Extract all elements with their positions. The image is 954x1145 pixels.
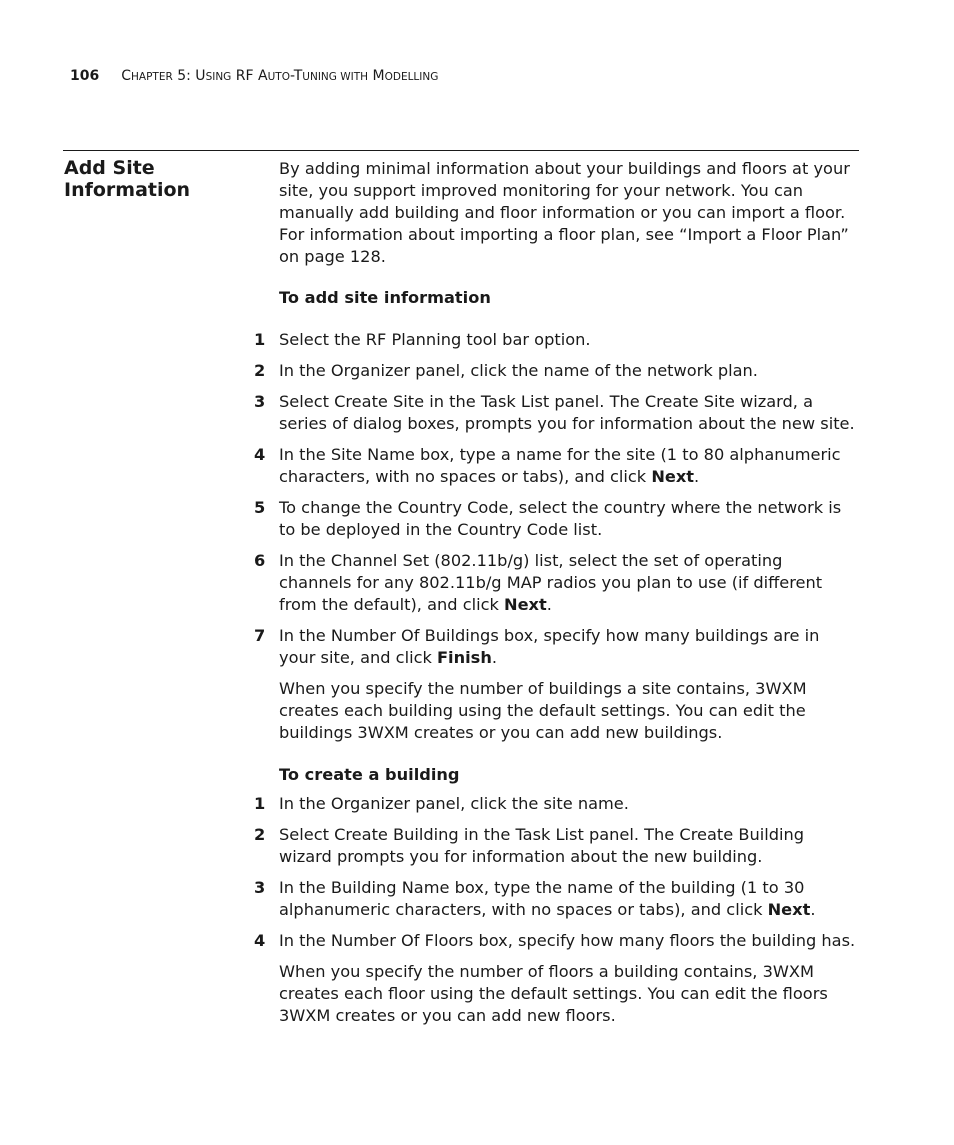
step-text-part: In the Number Of Floors box, specify how many floors the building has. xyxy=(279,931,856,950)
step-text-part: Select the RF Planning tool bar option. xyxy=(279,330,591,349)
running-header xyxy=(70,66,438,87)
chapter-title-part: -T xyxy=(289,68,303,84)
chapter-title xyxy=(121,68,438,84)
chapter-title-part: HAPTER xyxy=(131,71,173,83)
ui-control-name: Finish xyxy=(437,648,492,667)
step-number: 3 xyxy=(254,392,266,411)
step-text-part: Select Create Site in the Task List panel. The Create Site wizard, a series of dialog boxes, prompts you for information about the new site. xyxy=(279,392,855,433)
step-text-part: Select Create Building in the Task List panel. The Create Building wizard prompts you for information about the new building. xyxy=(279,825,805,866)
step-number: 4 xyxy=(254,931,266,950)
step-text xyxy=(279,793,859,815)
section-divider xyxy=(63,150,859,151)
step-text-part: . xyxy=(491,648,497,667)
step-number: 2 xyxy=(254,361,266,380)
step-text xyxy=(279,877,859,921)
step-text-part: To change the Country Code, select the country where the network is to be deployed in the Country Code list. xyxy=(279,498,842,539)
step-text-part: . xyxy=(694,467,700,486)
step-text-part: In the Organizer panel, click the site name. xyxy=(279,794,629,813)
step-number: 1 xyxy=(254,330,266,349)
step-number: 7 xyxy=(254,626,266,645)
step-text-part: In the Site Name box, type a name for the site (1 to 80 alphanumeric characters, with no spaces or tabs), and click xyxy=(279,445,841,486)
chapter-title-part: UTO xyxy=(267,71,290,83)
chapter-title-part: ODELLING xyxy=(384,71,439,83)
note-floors: When you specify the number of floors a building contains, 3WXM creates each floor using the default settings. You can edit the floors 3WXM creates or you can add new floors. xyxy=(279,962,828,1025)
step-number: 6 xyxy=(254,551,266,570)
step-text xyxy=(279,550,859,616)
page-number: 106 xyxy=(70,68,100,84)
chapter-title-part: UNING WITH xyxy=(302,71,369,83)
step-text-part: In the Organizer panel, click the name of the network plan. xyxy=(279,361,758,380)
step-number: 1 xyxy=(254,794,266,813)
step-text xyxy=(279,824,859,868)
procedure-heading-add-site: To add site information xyxy=(279,288,491,307)
procedure-heading-create-building: To create a building xyxy=(279,765,460,784)
intro-paragraph: By adding minimal information about your buildings and floors at your site, you support improved monitoring for your network. You can manually add building and floor information or you can import a floor. For information about importing a floor plan, see “Import a Floor Plan” on page 128. xyxy=(279,159,850,266)
ui-control-name: Next xyxy=(651,467,695,486)
ui-control-name: Next xyxy=(767,900,811,919)
step-text xyxy=(279,329,859,351)
step-text-part: . xyxy=(546,595,552,614)
chapter-title-part: 5: U xyxy=(172,68,206,84)
step-text xyxy=(279,360,859,382)
step-number: 5 xyxy=(254,498,266,517)
chapter-title-part: SING xyxy=(205,71,232,83)
step-text xyxy=(279,444,859,488)
step-number: 3 xyxy=(254,878,266,897)
step-text-part: In the Building Name box, type the name of the building (1 to 30 alphanumeric characters, with no spaces or tabs), and click xyxy=(279,878,805,919)
step-number: 4 xyxy=(254,445,266,464)
step-text-part: In the Channel Set (802.11b/g) list, select the set of operating channels for any 802.11b/g MAP radios you plan to use (if different from the default), and click xyxy=(279,551,823,614)
chapter-title-part: M xyxy=(368,68,385,84)
step-text-part: In the Number Of Buildings box, specify how many buildings are in your site, and click xyxy=(279,626,820,667)
step-number: 2 xyxy=(254,825,266,844)
step-text xyxy=(279,930,859,952)
step-text-part: . xyxy=(810,900,816,919)
ui-control-name: Next xyxy=(504,595,547,614)
section-title: Add Site Information xyxy=(64,157,191,201)
step-text xyxy=(279,625,859,669)
step-text xyxy=(279,391,859,435)
note-buildings: When you specify the number of buildings a site contains, 3WXM creates each building using the default settings. You can edit the buildings 3WXM creates or you can add new buildings. xyxy=(279,679,807,742)
chapter-title-part: C xyxy=(121,68,132,84)
chapter-title-part: RF A xyxy=(231,68,268,84)
step-text xyxy=(279,497,859,541)
